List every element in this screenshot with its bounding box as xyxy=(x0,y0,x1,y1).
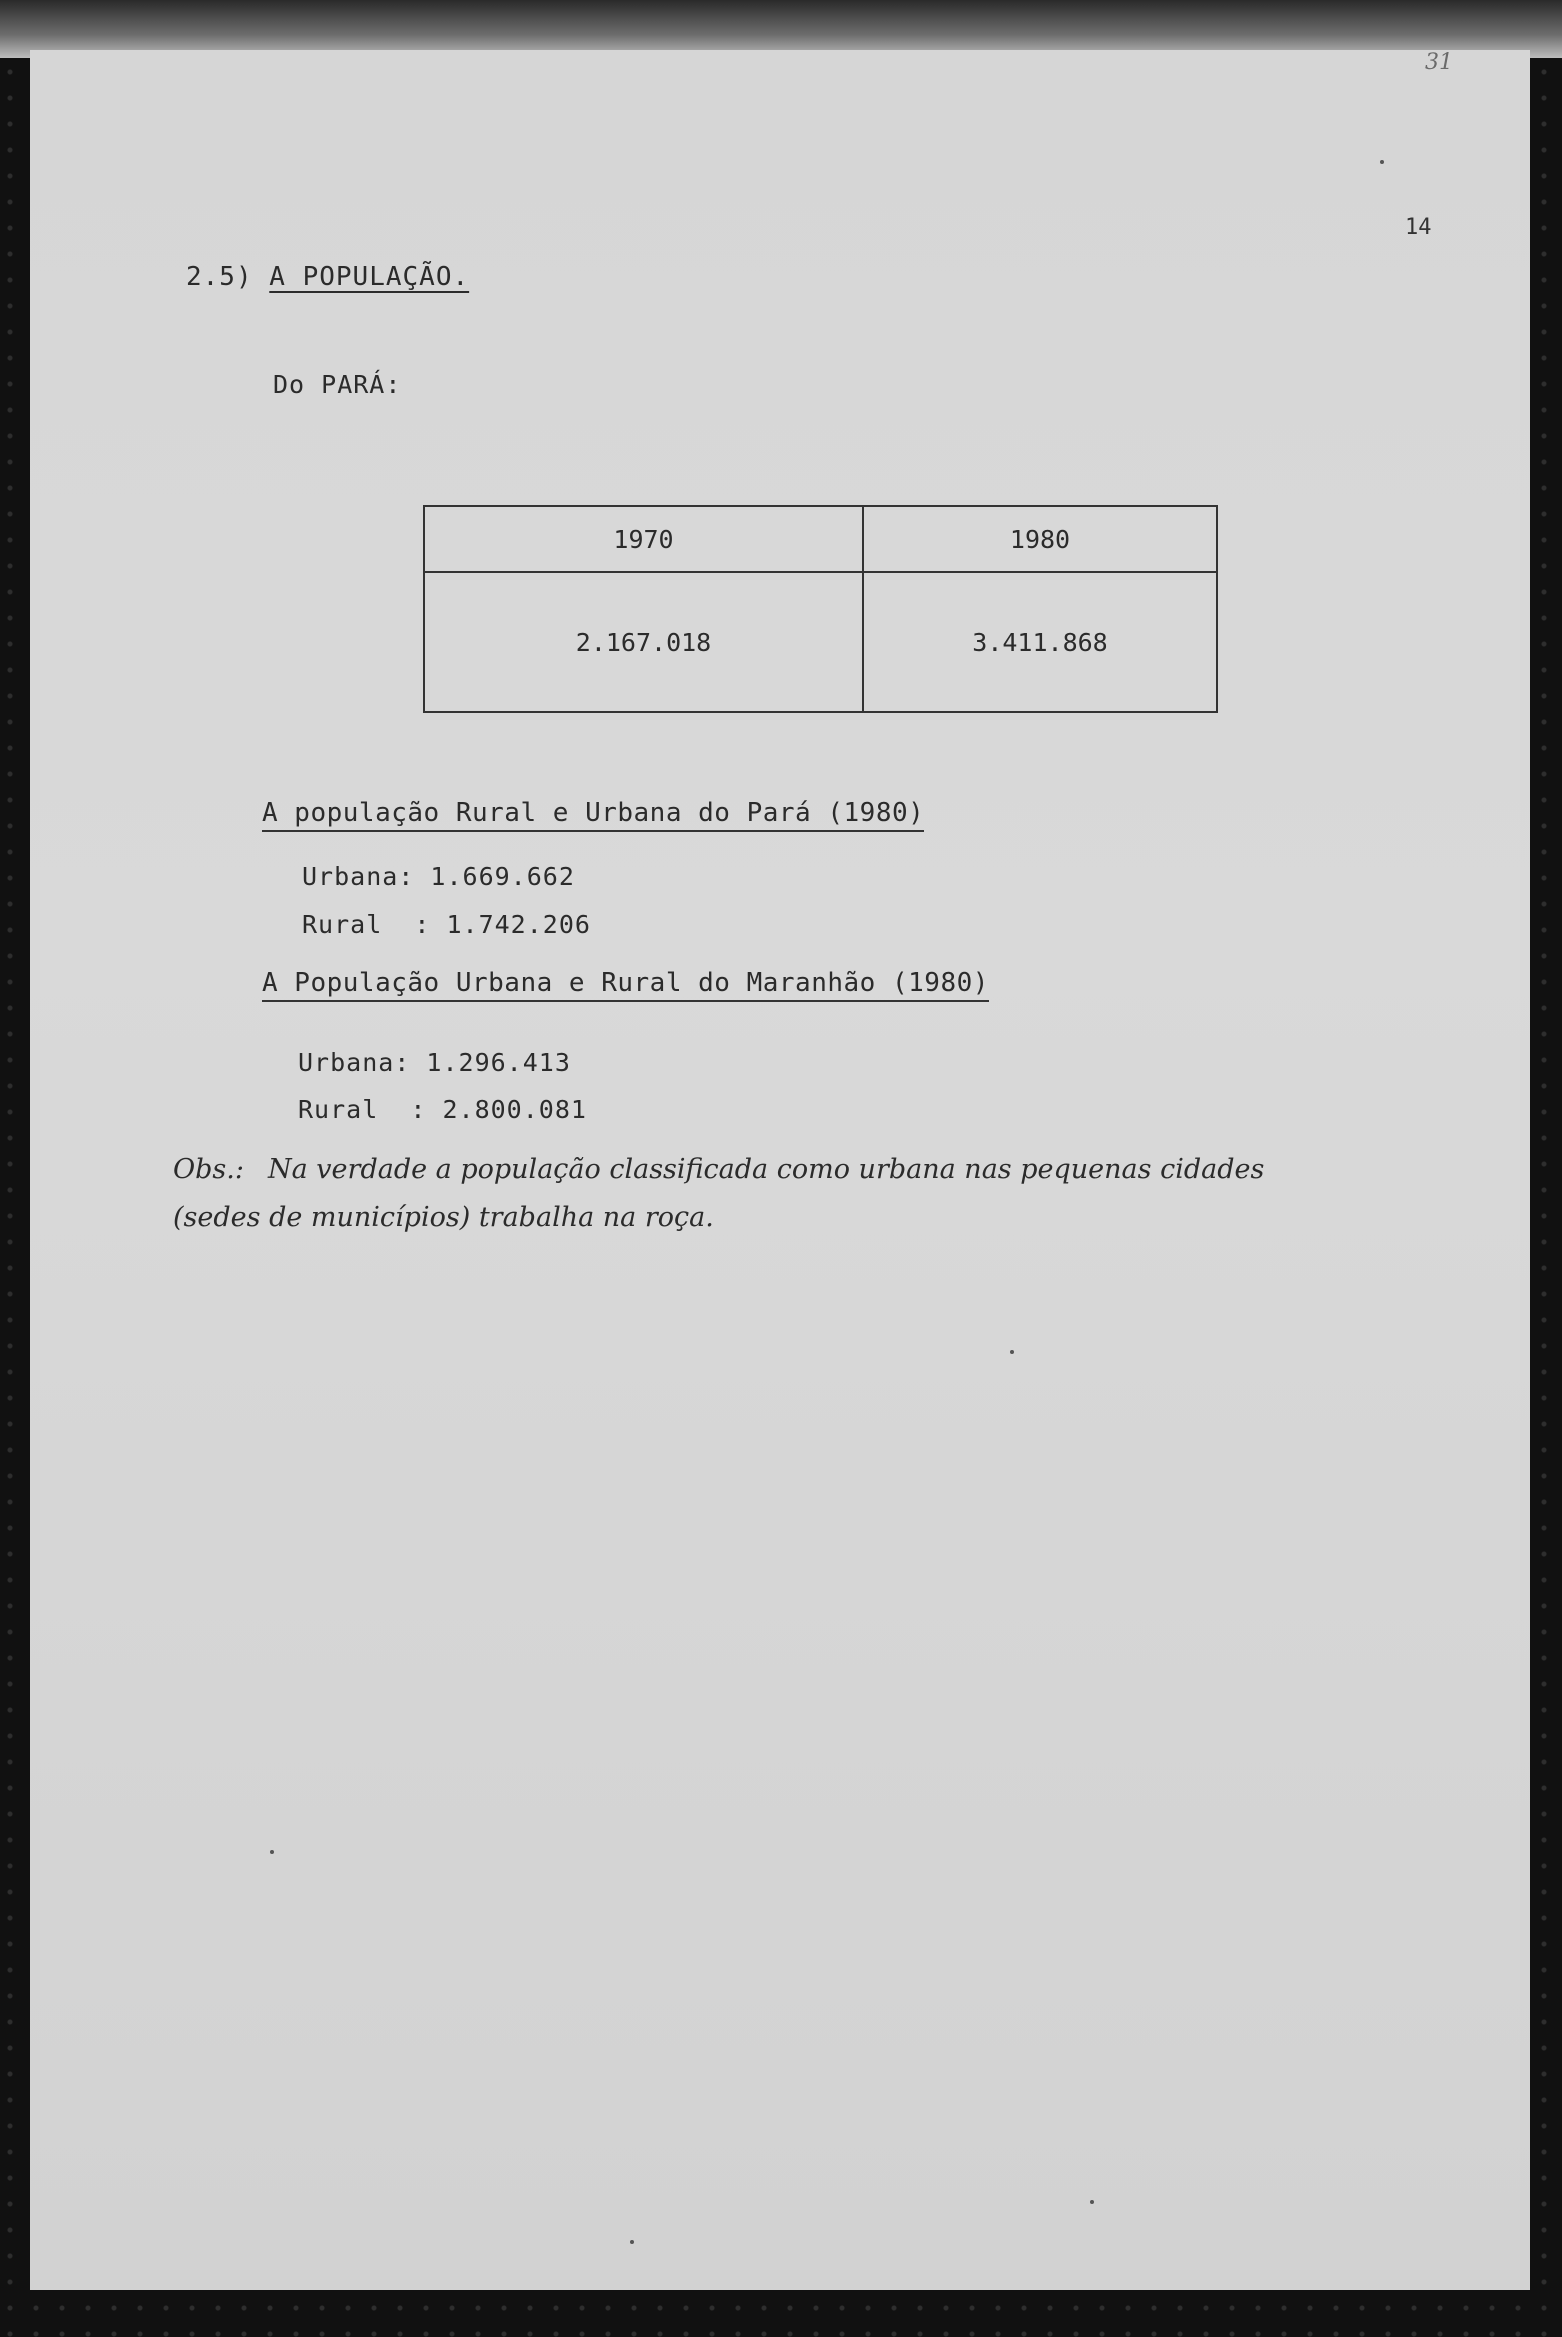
section-number: 2.5) xyxy=(186,262,253,292)
observation-label: Obs.: xyxy=(173,1154,244,1185)
maranhao-urbana-line: Urbana: 1.296.413 xyxy=(298,1048,571,1077)
para-urban-rural-title: A população Rural e Urbana do Pará (1980) xyxy=(262,798,924,832)
observation-text: Na verdade a população classificada como urbana nas pequenas cidades (sedes de municípios) trabalha na roça. xyxy=(173,1154,1265,1233)
section-heading xyxy=(186,262,469,292)
table-row xyxy=(424,572,1217,712)
para-label: Do PARÁ: xyxy=(273,370,402,399)
table-header-1980: 1980 xyxy=(863,506,1217,572)
para-urbana-line: Urbana: 1.669.662 xyxy=(302,862,575,891)
para-rural-line: Rural : 1.742.206 xyxy=(302,910,591,939)
maranhao-title: A População Urbana e Rural do Maranhão (1980) xyxy=(262,968,989,1002)
para-population-table xyxy=(423,505,1218,713)
document-page xyxy=(30,50,1530,2290)
observation-note xyxy=(173,1146,1353,1242)
corner-page-mark: 31 xyxy=(1425,50,1453,75)
page-number: 14 xyxy=(1405,215,1432,240)
table-cell-1970: 2.167.018 xyxy=(424,572,863,712)
table-header-1970: 1970 xyxy=(424,506,863,572)
scan-speck xyxy=(1090,2200,1094,2204)
scan-speck xyxy=(1010,1350,1014,1354)
table-header-row xyxy=(424,506,1217,572)
maranhao-rural-line: Rural : 2.800.081 xyxy=(298,1095,587,1124)
scan-speck xyxy=(270,1850,274,1854)
scan-speck xyxy=(1380,160,1384,164)
section-title: A POPULAÇÃO. xyxy=(269,262,470,292)
table-cell-1980: 3.411.868 xyxy=(863,572,1217,712)
scan-speck xyxy=(630,2240,634,2244)
